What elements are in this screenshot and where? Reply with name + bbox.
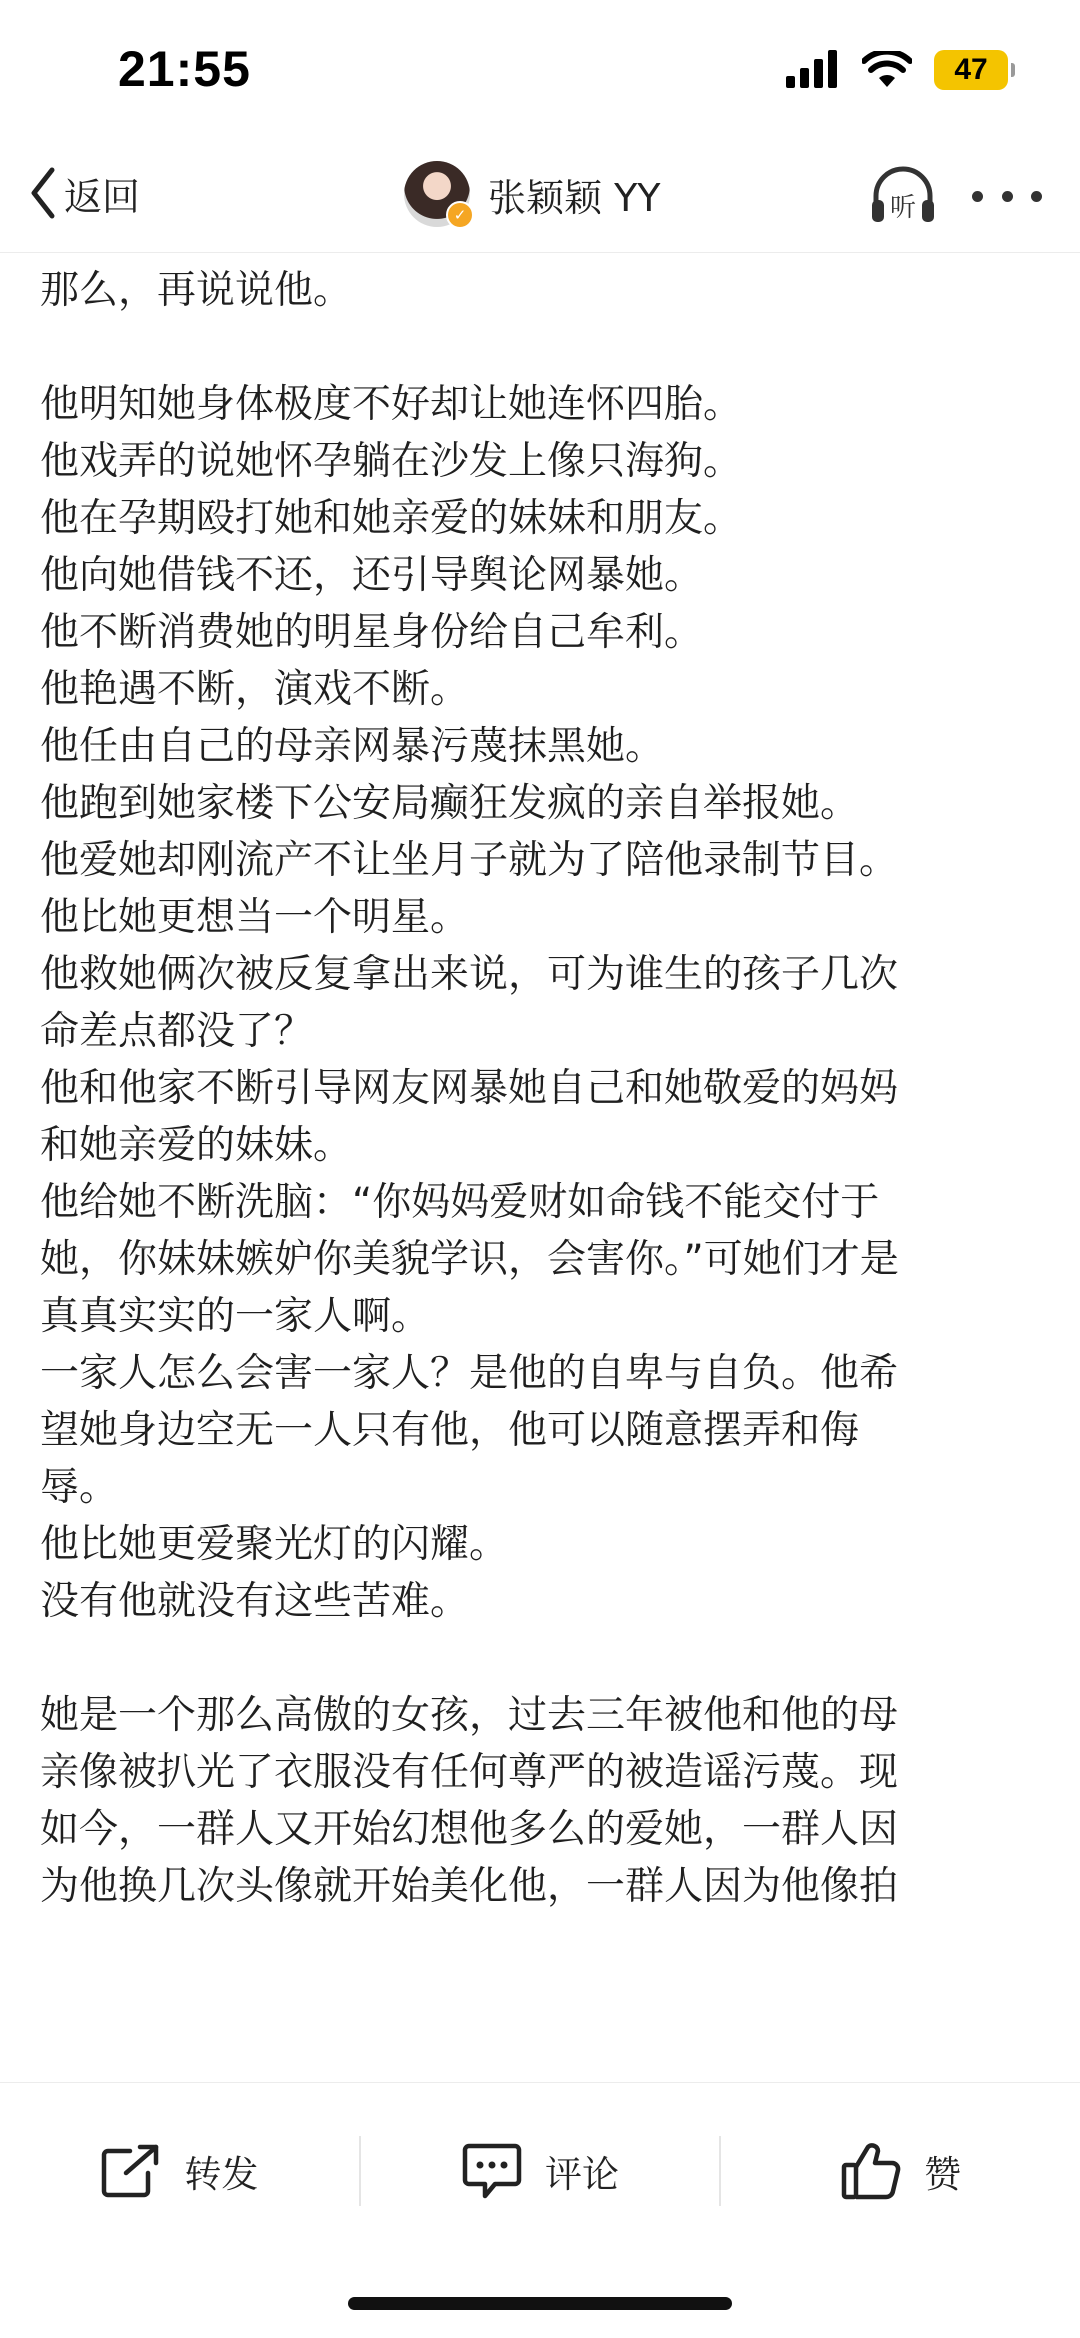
comment-label: 评论 <box>545 2152 619 2196</box>
post-line: 他戏弄的说她怀孕躺在沙发上像只海狗。 <box>40 439 743 484</box>
like-button[interactable] <box>721 2141 1080 2201</box>
wifi-icon <box>862 51 912 89</box>
listen-icon[interactable] <box>868 164 938 228</box>
status-bar <box>0 0 1080 140</box>
post-line: 没有他就没有这些苦难。 <box>40 1579 470 1624</box>
back-button[interactable] <box>28 158 140 228</box>
post-line: 命差点都没了？ <box>40 1009 314 1054</box>
post-line: 他爱她却刚流产不让坐月子就为了陪他录制节目。 <box>40 838 899 883</box>
thumbs-up-icon <box>840 2141 902 2201</box>
post-line: 她是一个那么高傲的女孩，过去三年被他和他的母 <box>40 1693 899 1738</box>
account-header[interactable] <box>404 154 661 234</box>
post-line: 他给她不断洗脑：“你妈妈爱财如命钱不能交付于 <box>40 1180 880 1225</box>
action-row <box>0 2083 1080 2258</box>
post-line: 辱。 <box>40 1465 119 1510</box>
bottom-action-bar <box>0 2082 1080 2338</box>
account-name[interactable]: 张颖颖 YY <box>488 175 661 220</box>
comment-icon <box>461 2142 523 2200</box>
post-line: 她，你妹妹嫉妒你美貌学识，会害你。”可她们才是 <box>40 1237 899 1282</box>
post-line: 他向她借钱不还，还引导舆论网暴她。 <box>40 553 704 598</box>
nav-bar <box>0 140 1080 253</box>
post-line: 真真实实的一家人啊。 <box>40 1294 431 1339</box>
post-line: 他救她俩次被反复拿出来说，可为谁生的孩子几次 <box>40 952 899 997</box>
post-line: 亲像被扒光了衣服没有任何尊严的被造谣污蔑。现 <box>40 1750 899 1795</box>
back-label: 返回 <box>64 174 141 219</box>
post-line: 他比她更想当一个明星。 <box>40 895 470 940</box>
post-line: 他任由自己的母亲网暴污蔑抹黑她。 <box>40 724 665 769</box>
home-indicator <box>348 2297 732 2310</box>
post-line: 他和他家不断引导网友网暴她自己和她敬爱的妈妈 <box>40 1066 899 1111</box>
signal-icon <box>786 50 840 90</box>
post-line: 为他换几次头像就开始美化他，一群人因为他像拍 <box>40 1864 899 1909</box>
battery-icon <box>934 50 1008 90</box>
post-line: 他不断消费她的明星身份给自己牟利。 <box>40 610 704 655</box>
battery-level: 47 <box>954 53 988 86</box>
back-chevron-icon <box>28 166 58 220</box>
listen-glyph: 听 <box>889 193 917 223</box>
repost-label: 转发 <box>184 2152 259 2196</box>
post-line-blank <box>40 1630 1040 1687</box>
post-line-blank <box>40 319 1040 376</box>
comment-button[interactable] <box>361 2142 720 2200</box>
repost-button[interactable] <box>0 2143 359 2199</box>
share-icon <box>100 2143 162 2199</box>
status-icons <box>786 50 1008 90</box>
more-icon[interactable] <box>972 178 1042 214</box>
post-line: 那么，再说说他。 <box>40 268 353 313</box>
post-line: 他明知她身体极度不好却让她连怀四胎。 <box>40 382 743 427</box>
post-line: 他跑到她家楼下公安局癫狂发疯的亲自举报她。 <box>40 781 860 826</box>
verified-badge-icon: ✓ <box>446 201 474 229</box>
post-line: 他在孕期殴打她和她亲爱的妹妹和朋友。 <box>40 496 743 541</box>
post-line: 如今，一群人又开始幻想他多么的爱她，一群人因 <box>40 1807 899 1852</box>
like-label: 赞 <box>924 2152 962 2196</box>
post-content <box>40 262 1040 2082</box>
post-line: 一家人怎么会害一家人？是他的自卑与自负。他希 <box>40 1351 899 1396</box>
post-line: 和她亲爱的妹妹。 <box>40 1123 353 1168</box>
avatar[interactable] <box>404 161 470 227</box>
post-line: 他艳遇不断，演戏不断。 <box>40 667 470 712</box>
status-time: 21:55 <box>118 41 251 97</box>
post-line: 望她身边空无一人只有他，他可以随意摆弄和侮 <box>40 1408 860 1453</box>
post-line: 他比她更爱聚光灯的闪耀。 <box>40 1522 509 1567</box>
